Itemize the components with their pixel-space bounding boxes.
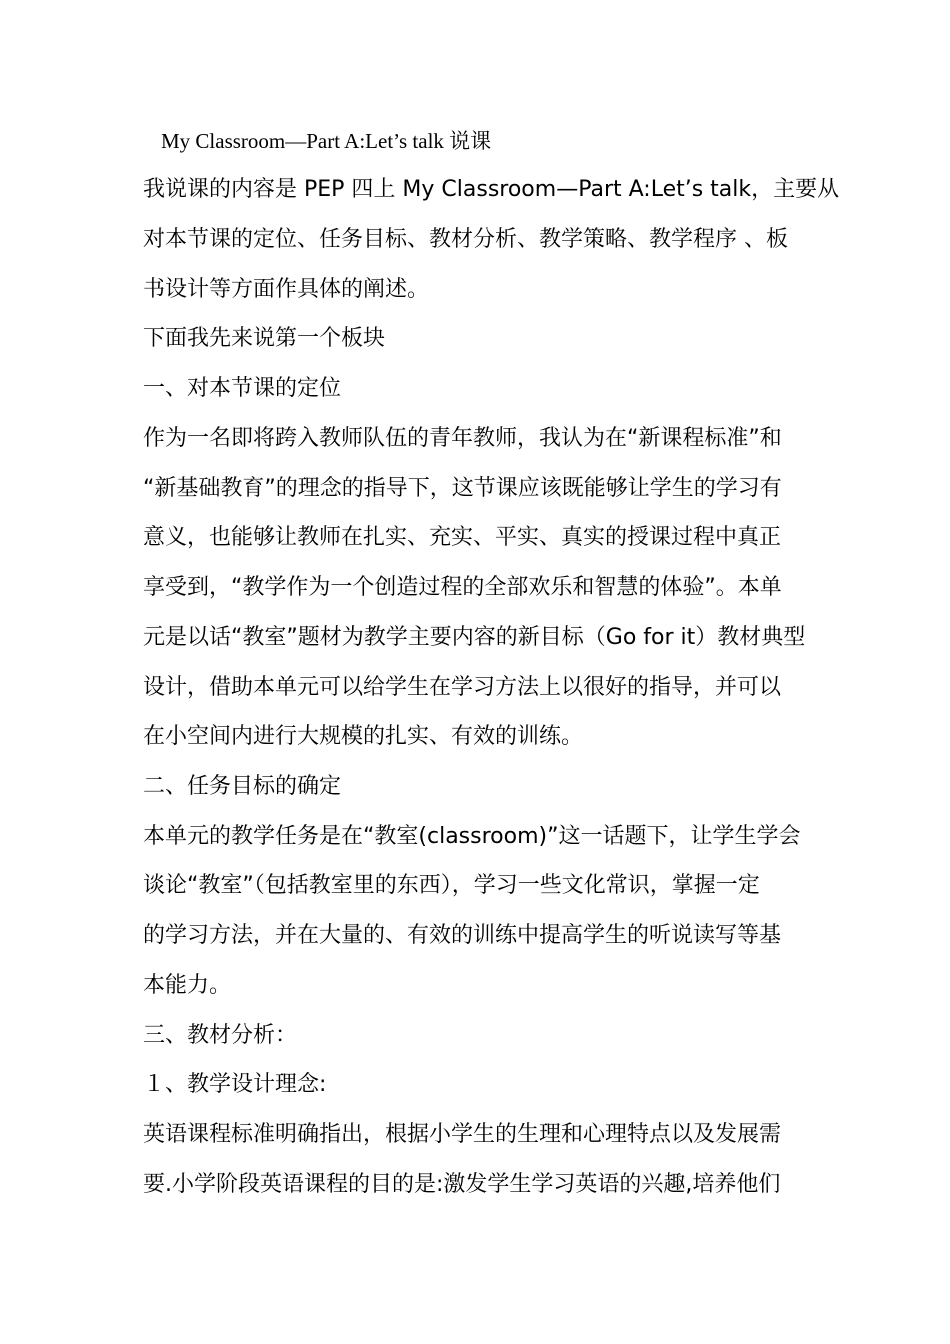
- paragraph-line: 本能力。: [143, 973, 232, 998]
- paragraph-line: 享受到，“教学作为一个创造过程的全部欢乐和智慧的体验”。本单: [143, 575, 782, 600]
- paragraph-line: 谈论“教室”（包括教室里的东西），学习一些文化常识，掌握一定: [143, 873, 760, 898]
- paragraph-line: 本单元的教学任务是在“教室(classroom)”这一话题下，让学生学会: [143, 824, 801, 849]
- section-heading: 三、教材分析：: [143, 1023, 298, 1048]
- paragraph-line: 下面我先来说第一个板块: [143, 326, 386, 351]
- section-heading: 二、任务目标的确定: [143, 774, 342, 799]
- section-heading: 一、对本节课的定位: [143, 376, 342, 401]
- paragraph-line: “新基础教育”的理念的指导下，这节课应该既能够让学生的学习有: [143, 476, 782, 501]
- paragraph-line: 在小空间内进行大规模的扎实、有效的训练。: [143, 724, 584, 749]
- paragraph-line: 设计，借助本单元可以给学生在学习方法上以很好的指导，并可以: [143, 675, 782, 700]
- paragraph-line: 书设计等方面作具体的阐述。: [143, 277, 430, 302]
- paragraph-line: 英语课程标准明确指出，根据小学生的生理和心理特点以及发展需: [143, 1122, 782, 1147]
- paragraph-line: 作为一名即将跨入教师队伍的青年教师，我认为在“新课程标准”和: [143, 426, 782, 451]
- paragraph-line: 意义，也能够让教师在扎实、充实、平实、真实的授课过程中真正: [143, 525, 782, 550]
- paragraph-line: 要.小学阶段英语课程的目的是:激发学生学习英语的兴趣,培养他们: [143, 1172, 781, 1197]
- paragraph-line: 对本节课的定位、任务目标、教材分析、教学策略、教学程序 、板: [143, 227, 788, 252]
- subsection-heading: １、教学设计理念:: [143, 1072, 327, 1097]
- paragraph-line: 的学习方法，并在大量的、有效的训练中提高学生的听说读写等基: [143, 923, 782, 948]
- paragraph-line: 元是以话“教室”题材为教学主要内容的新目标（Go for it）教材典型: [143, 625, 806, 650]
- document-title: My Classroom—Part A:Let’s talk 说课: [161, 129, 492, 153]
- paragraph-line: 我说课的内容是 PEP 四上 My Classroom—Part A:Let’s talk，主要从: [143, 177, 840, 202]
